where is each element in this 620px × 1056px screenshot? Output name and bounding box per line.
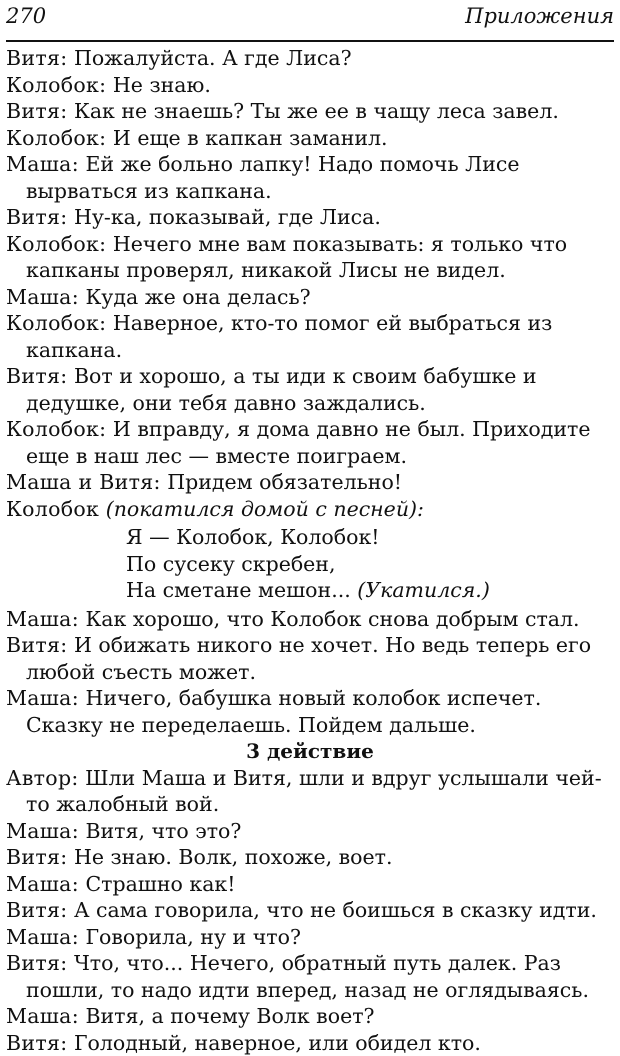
speaker-name: Колобок: (6, 232, 106, 256)
running-head: Приложения (465, 4, 614, 28)
dialogue-line (6, 924, 614, 951)
dialogue-line (6, 98, 614, 125)
speaker-name: Маша: (6, 872, 79, 896)
line-text: А сама говорила, что не боишься в сказку идти. (74, 898, 597, 922)
speaker-name: Колобок (6, 497, 99, 521)
speaker-name: Автор: (6, 766, 79, 790)
line-text: Страшно как! (85, 872, 235, 896)
speaker-name: Маша: (6, 686, 79, 710)
verse-text: По сусеку скребен, (126, 552, 335, 576)
speaker-name: Маша: (6, 152, 79, 176)
line-text: Шли Маша и Витя, шли и вдруг услышали чей-то жалобный вой. (26, 766, 602, 817)
line-text: Как хорошо, что Колобок снова добрым стал. (85, 607, 579, 631)
speaker-name: Витя: (6, 898, 67, 922)
line-text: Ничего, бабушка новый колобок испечет. Сказку не переделаешь. Пойдем дальше. (26, 686, 541, 737)
line-text: Ну-ка, показывай, где Лиса. (74, 205, 381, 229)
stage-direction: (Укатился.) (357, 578, 490, 602)
line-text: Ей же больно лапку! Надо помочь Лисе вырваться из капкана. (26, 152, 520, 203)
dialogue-line (6, 606, 614, 633)
song-verse (6, 524, 614, 604)
dialogue-line (6, 632, 614, 685)
speaker-name: Витя: (6, 46, 67, 70)
play-text (6, 42, 614, 1056)
dialogue-line (6, 818, 614, 845)
line-text: Не знаю. Волк, похоже, воет. (74, 845, 393, 869)
line-text: Витя, а почему Волк воет? (85, 1004, 374, 1028)
dialogue-line (6, 765, 614, 818)
dialogue-line (6, 151, 614, 204)
page-number: 270 (6, 4, 46, 28)
dialogue-line (6, 897, 614, 924)
line-text: Говорила, ну и что? (85, 925, 301, 949)
verse-text: Я — Колобок, Колобок! (126, 525, 380, 549)
dialogue-line (6, 1030, 614, 1056)
speaker-name: Маша: (6, 819, 79, 843)
line-text: Куда же она делась? (85, 285, 310, 309)
speaker-name: Маша: (6, 607, 79, 631)
line-text: Наверное, кто-то помог ей выбраться из капкана. (26, 311, 552, 362)
speaker-name: Колобок: (6, 417, 106, 441)
verse-line (126, 524, 614, 551)
speaker-name: Витя: (6, 845, 67, 869)
dialogue-line (6, 72, 614, 99)
line-text: Как не знаешь? Ты же ее в чащу леса завел. (74, 99, 559, 123)
speaker-name: Колобок: (6, 126, 106, 150)
line-text: Не знаю. (113, 73, 211, 97)
dialogue-line (6, 496, 614, 523)
line-text: Пожалуйста. А где Лиса? (74, 46, 352, 70)
speaker-name: Витя: (6, 633, 67, 657)
line-text: Вот и хорошо, а ты иди к своим бабушке и дедушке, они тебя давно заждались. (26, 364, 537, 415)
dialogue-line (6, 45, 614, 72)
dialogue-line (6, 844, 614, 871)
line-text: Что, что... Нечего, обратный путь далек. Раз пошли, то надо идти вперед, назад не оглядываясь. (26, 951, 589, 1002)
speaker-name: Витя: (6, 205, 67, 229)
line-text: И еще в капкан заманил. (113, 126, 388, 150)
dialogue-line (6, 284, 614, 311)
verse-text: На сметане мешон... (126, 578, 351, 602)
line-text: Голодный, наверное, или обидел кто. (74, 1031, 481, 1055)
verse-line (126, 577, 614, 604)
dialogue-line (6, 871, 614, 898)
dialogue-line (6, 204, 614, 231)
speaker-name: Маша и Витя: (6, 470, 161, 494)
speaker-name: Витя: (6, 1031, 67, 1055)
dialogue-line (6, 310, 614, 363)
line-text: Витя, что это? (85, 819, 241, 843)
speaker-name: Колобок: (6, 73, 106, 97)
dialogue-line (6, 231, 614, 284)
line-text: Нечего мне вам показывать: я только что капканы проверял, никакой Лисы не видел. (26, 232, 567, 283)
dialogue-line (6, 469, 614, 496)
speaker-name: Маша: (6, 925, 79, 949)
stage-direction: (покатился домой с песней): (106, 497, 424, 521)
line-text: И вправду, я дома давно не был. Приходите еще в наш лес — вместе поиграем. (26, 417, 590, 468)
dialogue-line (6, 416, 614, 469)
line-text: Придем обязательно! (167, 470, 402, 494)
section-title: 3 действие (6, 738, 614, 765)
speaker-name: Маша: (6, 1004, 79, 1028)
speaker-name: Колобок: (6, 311, 106, 335)
speaker-name: Витя: (6, 364, 67, 388)
page-header (6, 0, 614, 42)
dialogue-line (6, 363, 614, 416)
speaker-name: Маша: (6, 285, 79, 309)
speaker-name: Витя: (6, 99, 67, 123)
dialogue-line (6, 950, 614, 1003)
verse-line (126, 551, 614, 578)
line-text: И обижать никого не хочет. Но ведь теперь его любой съесть может. (26, 633, 591, 684)
speaker-name: Витя: (6, 951, 67, 975)
dialogue-line (6, 125, 614, 152)
dialogue-line (6, 685, 614, 738)
